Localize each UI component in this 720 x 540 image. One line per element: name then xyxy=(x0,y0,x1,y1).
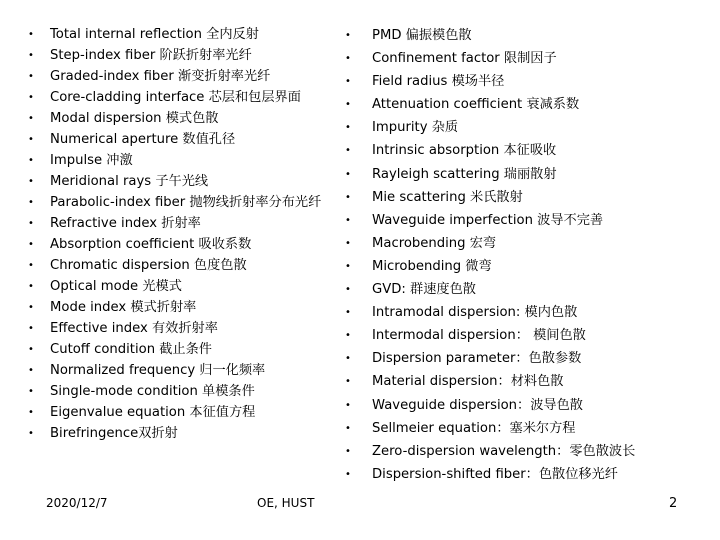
term-item xyxy=(345,440,705,463)
term-text: Waveguide imperfection 波导不完善 xyxy=(372,212,604,228)
bullet-icon: • xyxy=(28,260,34,271)
page-number: 2 xyxy=(669,496,678,511)
term-text: Birefringence双折射 xyxy=(50,426,178,441)
bullet-icon: • xyxy=(28,365,34,376)
term-item xyxy=(28,24,346,45)
term-item xyxy=(28,87,346,108)
left-term-list xyxy=(28,24,346,444)
term-item xyxy=(28,381,346,402)
term-text: Dispersion parameter：色散参数 xyxy=(372,351,582,367)
term-item xyxy=(345,116,705,139)
term-item xyxy=(28,171,346,192)
term-text: Normalized frequency 归一化频率 xyxy=(50,363,266,378)
term-item xyxy=(345,255,705,278)
bullet-icon: • xyxy=(28,386,34,397)
bullet-icon: • xyxy=(28,113,34,124)
term-text: GVD: 群速度色散 xyxy=(372,282,476,298)
term-item xyxy=(345,70,705,93)
term-text: Material dispersion：材料色散 xyxy=(372,374,564,390)
bullet-icon: • xyxy=(345,376,351,388)
term-item xyxy=(345,93,705,116)
term-item xyxy=(28,66,346,87)
bullet-icon: • xyxy=(28,428,34,439)
term-item xyxy=(345,463,705,486)
term-text: Cutoff condition 截止条件 xyxy=(50,342,212,357)
term-item xyxy=(345,47,705,70)
term-item xyxy=(28,45,346,66)
bullet-icon: • xyxy=(345,330,351,342)
term-text: Step-index fiber 阶跃折射率光纤 xyxy=(50,48,252,63)
term-item xyxy=(345,394,705,417)
term-text: Meridional rays 子午光线 xyxy=(50,174,209,189)
bullet-icon: • xyxy=(345,307,351,319)
bullet-icon: • xyxy=(345,214,351,226)
term-text: Parabolic-index fiber 抛物线折射率分布光纤 xyxy=(50,195,322,210)
bullet-icon: • xyxy=(345,468,351,480)
term-text: Intramodal dispersion: 模内色散 xyxy=(372,305,578,321)
term-item xyxy=(345,278,705,301)
term-item xyxy=(345,301,705,324)
term-text: Effective index 有效折射率 xyxy=(50,321,218,336)
term-text: Macrobending 宏弯 xyxy=(372,235,497,251)
term-item xyxy=(28,402,346,423)
term-text: Confinement factor 限制因子 xyxy=(372,51,557,67)
term-text: Graded-index fiber 渐变折射率光纤 xyxy=(50,69,271,84)
term-item xyxy=(28,318,346,339)
term-text: Attenuation coefficient 衰减系数 xyxy=(372,97,580,113)
term-item xyxy=(28,213,346,234)
bullet-icon: • xyxy=(345,76,351,88)
term-item xyxy=(345,370,705,393)
term-text: Mie scattering 米氏散射 xyxy=(372,189,523,205)
bullet-icon: • xyxy=(345,30,351,41)
bullet-icon: • xyxy=(28,302,34,313)
bullet-icon: • xyxy=(28,281,34,292)
term-text: Eigenvalue equation 本征值方程 xyxy=(50,405,256,420)
term-item xyxy=(28,192,346,213)
term-item xyxy=(28,297,346,318)
right-term-list xyxy=(345,24,705,486)
bullet-icon: • xyxy=(28,134,34,145)
bullet-icon: • xyxy=(345,260,351,272)
term-item xyxy=(345,324,705,347)
term-item xyxy=(345,417,705,440)
bullet-icon: • xyxy=(345,53,351,65)
term-text: Impurity 杂质 xyxy=(372,120,459,136)
term-item xyxy=(345,139,705,162)
term-item xyxy=(28,360,346,381)
term-text: Zero-dispersion wavelength：零色散波长 xyxy=(372,443,636,459)
footer-organization: OE, HUST xyxy=(257,496,315,510)
bullet-icon: • xyxy=(28,155,34,166)
bullet-icon: • xyxy=(345,237,351,249)
term-text: PMD 偏振模色散 xyxy=(372,28,472,43)
term-item xyxy=(28,276,346,297)
bullet-icon: • xyxy=(345,99,351,111)
bullet-icon: • xyxy=(28,239,34,250)
bullet-icon: • xyxy=(28,92,34,103)
term-item xyxy=(345,24,705,47)
bullet-icon: • xyxy=(28,323,34,334)
term-item xyxy=(345,347,705,370)
term-item xyxy=(28,108,346,129)
bullet-icon: • xyxy=(28,29,34,40)
term-item xyxy=(345,186,705,209)
bullet-icon: • xyxy=(28,71,34,82)
term-text: Intrinsic absorption 本征吸收 xyxy=(372,143,557,159)
term-item xyxy=(345,163,705,186)
term-item xyxy=(28,150,346,171)
term-text: Waveguide dispersion：波导色散 xyxy=(372,397,583,413)
term-text: Impulse 冲激 xyxy=(50,153,133,168)
bullet-icon: • xyxy=(345,353,351,365)
bullet-icon: • xyxy=(345,191,351,203)
term-text: Modal dispersion 模式色散 xyxy=(50,111,219,126)
term-item xyxy=(28,234,346,255)
term-text: Single-mode condition 单模条件 xyxy=(50,384,255,399)
term-text: Core-cladding interface 芯层和包层界面 xyxy=(50,90,301,105)
term-text: Mode index 模式折射率 xyxy=(50,300,197,315)
bullet-icon: • xyxy=(345,122,351,134)
bullet-icon: • xyxy=(28,197,34,208)
bullet-icon: • xyxy=(345,399,351,411)
bullet-icon: • xyxy=(345,422,351,434)
term-item xyxy=(345,232,705,255)
term-item xyxy=(345,209,705,232)
term-text: Sellmeier equation：塞米尔方程 xyxy=(372,420,576,436)
bullet-icon: • xyxy=(28,407,34,418)
footer-date: 2020/12/7 xyxy=(46,496,108,510)
bullet-icon: • xyxy=(28,218,34,229)
term-text: Chromatic dispersion 色度色散 xyxy=(50,258,247,273)
term-text: Intermodal dispersion： 模间色散 xyxy=(372,328,586,344)
bullet-icon: • xyxy=(28,176,34,187)
term-text: Field radius 模场半径 xyxy=(372,74,505,90)
term-item xyxy=(28,255,346,276)
term-text: Refractive index 折射率 xyxy=(50,216,201,231)
term-text: Dispersion-shifted fiber：色散位移光纤 xyxy=(372,466,618,482)
bullet-icon: • xyxy=(345,284,351,296)
bullet-icon: • xyxy=(28,50,34,61)
term-text: Total internal reflection 全内反射 xyxy=(50,27,259,42)
term-text: Numerical aperture 数值孔径 xyxy=(50,132,236,147)
term-text: Rayleigh scattering 瑞丽散射 xyxy=(372,166,557,182)
term-item xyxy=(28,339,346,360)
term-text: Absorption coefficient 吸收系数 xyxy=(50,237,252,252)
bullet-icon: • xyxy=(28,344,34,355)
term-text: Microbending 微弯 xyxy=(372,258,492,274)
bullet-icon: • xyxy=(345,445,351,457)
term-item xyxy=(28,129,346,150)
bullet-icon: • xyxy=(345,145,351,157)
term-text: Optical mode 光模式 xyxy=(50,279,182,294)
term-item xyxy=(28,423,346,444)
bullet-icon: • xyxy=(345,168,351,180)
